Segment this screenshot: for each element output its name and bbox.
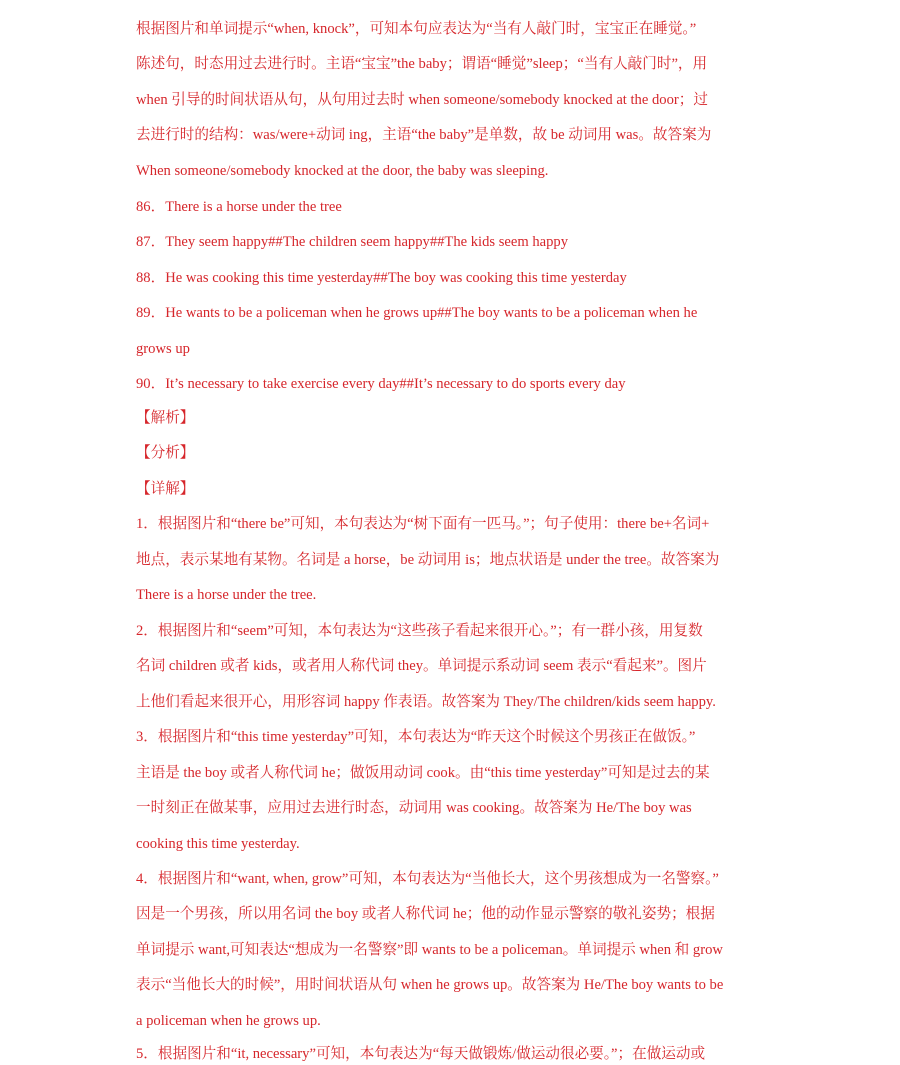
text-line: 5．根据图片和“it, necessary”可知，本句表达为“每天做锻炼/做运动很必要。”；在做运动或 [136, 1046, 706, 1062]
text-line: 地点，表示某地有某物。名词是 a horse，be 动词用 is；地点状语是 under the tree。故答案为 [136, 552, 720, 568]
section-heading-overview: 【分析】 [136, 445, 195, 461]
text-line: grows up [136, 341, 190, 357]
text-line: 88．He was cooking this time yesterday##The boy was cooking this time yesterday [136, 270, 627, 286]
text-line: 90．It’s necessary to take exercise every day##It’s necessary to do sports every day [136, 376, 626, 392]
text-line: 3．根据图片和“this time yesterday”可知，本句表达为“昨天这个时候这个男孩正在做饭。” [136, 729, 696, 745]
text-line: 因是一个男孩，所以用名词 the boy 或者人称代词 he；他的动作显示警察的敬礼姿势；根据 [136, 906, 715, 922]
text-line: 1．根据图片和“there be”可知，本句表达为“树下面有一匹马。”；句子使用：there be+名词+ [136, 516, 710, 532]
section-heading-details: 【详解】 [136, 481, 195, 497]
text-line: 4．根据图片和“want, when, grow”可知，本句表达为“当他长大，这个男孩想成为一名警察。” [136, 871, 719, 887]
text-line: 主语是 the boy 或者人称代词 he；做饭用动词 cook。由“this time yesterday”可知是过去的某 [136, 765, 710, 781]
text-line: 去进行时的结构：was/were+动词 ing，主语“the baby”是单数，故 be 动词用 was。故答案为 [136, 127, 712, 143]
text-line: 86．There is a horse under the tree [136, 199, 342, 215]
text-line: cooking this time yesterday. [136, 836, 300, 852]
text-line: 根据图片和单词提示“when, knock”，可知本句应表达为“当有人敲门时，宝宝正在睡觉。” [136, 21, 697, 37]
text-line: 表示“当他长大的时候”，用时间状语从句 when he grows up。故答案为 He/The boy wants to be [136, 977, 724, 993]
text-line: 87．They seem happy##The children seem happy##The kids seem happy [136, 234, 569, 250]
section-heading-analysis: 【解析】 [136, 410, 195, 426]
text-line: when 引导的时间状语从句，从句用过去时 when someone/somebody knocked at the door；过 [136, 92, 708, 108]
text-line: 名词 children 或者 kids，或者用人称代词 they。单词提示系动词 seem 表示“看起来”。图片 [136, 658, 707, 674]
text-line: 陈述句，时态用过去进行时。主语“宝宝”the baby；谓语“睡觉”sleep；“当有人敲门时”，用 [136, 56, 708, 72]
text-line: a policeman when he grows up. [136, 1013, 321, 1029]
text-line: There is a horse under the tree. [136, 587, 317, 603]
text-line: 2．根据图片和“seem”可知，本句表达为“这些孩子看起来很开心。”；有一群小孩，用复数 [136, 623, 703, 639]
text-line: 上他们看起来很开心，用形容词 happy 作表语。故答案为 They/The children/kids seem happy. [136, 694, 716, 710]
text-line: 单词提示 want,可知表达“想成为一名警察”即 wants to be a policeman。单词提示 when 和 grow [136, 942, 723, 958]
text-line: 89．He wants to be a policeman when he grows up##The boy wants to be a policeman when he [136, 305, 698, 321]
text-line: When someone/somebody knocked at the door, the baby was sleeping. [136, 163, 549, 179]
text-line: 一时刻正在做某事，应用过去进行时态，动词用 was cooking。故答案为 He/The boy was [136, 800, 692, 816]
